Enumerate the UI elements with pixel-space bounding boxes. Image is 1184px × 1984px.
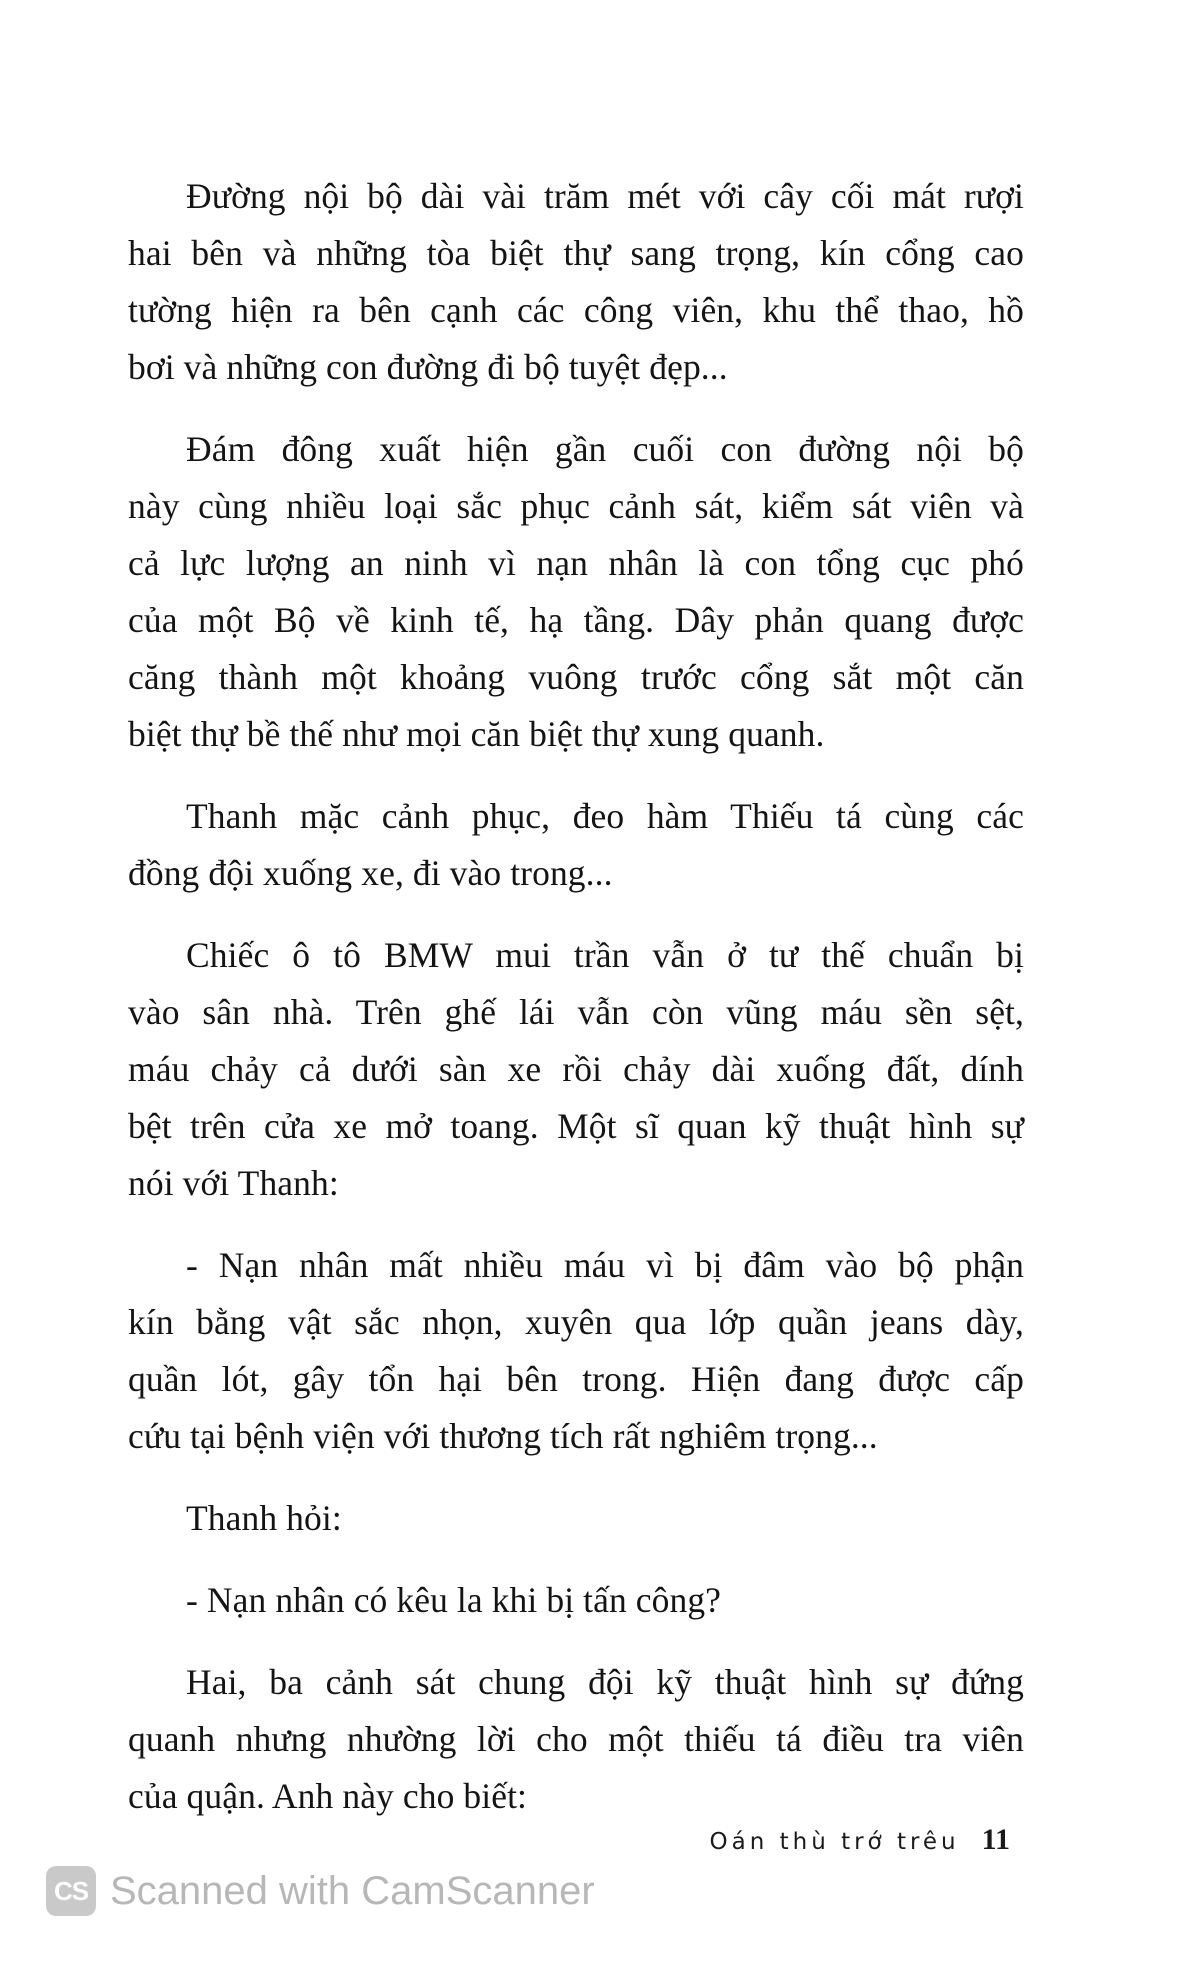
paragraph-6 <box>128 1490 1024 1547</box>
text-line: Thanh mặc cảnh phục, đeo hàm Thiếu tá cùng các <box>186 796 1024 836</box>
text-line: của một Bộ về kinh tế, hạ tầng. Dây phản quang được <box>128 600 1024 640</box>
watermark-text: Scanned with CamScanner <box>110 1868 595 1913</box>
text-line: hai bên và những tòa biệt thự sang trọng, kín cổng cao <box>128 233 1024 273</box>
text-line: máu chảy cả dưới sàn xe rồi chảy dài xuống đất, dính <box>128 1049 1024 1089</box>
camscanner-logo-icon: CS <box>46 1866 96 1916</box>
paragraph-5 <box>128 1237 1024 1465</box>
camscanner-watermark <box>46 1866 595 1916</box>
text-line: vào sân nhà. Trên ghế lái vẫn còn vũng máu sền sệt, <box>128 992 1024 1032</box>
text-line: kín bằng vật sắc nhọn, xuyên qua lớp quần jeans dày, <box>128 1302 1024 1342</box>
text-line: Chiếc ô tô BMW mui trần vẫn ở tư thế chuẩn bị <box>186 935 1024 975</box>
paragraph-2 <box>128 421 1024 763</box>
text-line: căng thành một khoảng vuông trước cổng sắt một căn <box>128 657 1024 697</box>
page-footer <box>710 1823 1010 1857</box>
text-line: - Nạn nhân có kêu la khi bị tấn công? <box>186 1580 722 1620</box>
text-line: này cùng nhiều loại sắc phục cảnh sát, kiểm sát viên và <box>128 486 1024 526</box>
running-title: Oán thù trớ trêu <box>709 1829 960 1855</box>
paragraph-7 <box>128 1572 1024 1629</box>
paragraph-3 <box>128 788 1024 902</box>
text-line: Thanh hỏi: <box>186 1498 342 1538</box>
text-line: tường hiện ra bên cạnh các công viên, khu thể thao, hồ <box>128 290 1024 330</box>
text-line: bơi và những con đường đi bộ tuyệt đẹp... <box>128 347 728 387</box>
paragraph-1 <box>128 168 1024 396</box>
paragraph-4 <box>128 927 1024 1212</box>
text-line: cả lực lượng an ninh vì nạn nhân là con tổng cục phó <box>128 543 1024 583</box>
text-line: nói với Thanh: <box>128 1163 339 1203</box>
paragraph-8 <box>128 1654 1024 1825</box>
text-line: cứu tại bệnh viện với thương tích rất nghiêm trọng... <box>128 1416 878 1456</box>
page-number: 11 <box>981 1823 1010 1856</box>
text-line: quanh nhưng nhường lời cho một thiếu tá điều tra viên <box>128 1719 1024 1759</box>
text-line: bệt trên cửa xe mở toang. Một sĩ quan kỹ thuật hình sự <box>128 1106 1024 1146</box>
text-line: của quận. Anh này cho biết: <box>128 1776 528 1816</box>
text-line: - Nạn nhân mất nhiều máu vì bị đâm vào bộ phận <box>186 1245 1024 1285</box>
text-line: Hai, ba cảnh sát chung đội kỹ thuật hình sự đứng <box>186 1662 1024 1702</box>
text-line: Đám đông xuất hiện gần cuối con đường nội bộ <box>186 429 1024 469</box>
body-text <box>128 168 1024 1850</box>
text-line: đồng đội xuống xe, đi vào trong... <box>128 853 613 893</box>
text-line: biệt thự bề thế như mọi căn biệt thự xung quanh. <box>128 714 825 754</box>
text-line: Đường nội bộ dài vài trăm mét với cây cối mát rượi <box>186 176 1024 216</box>
text-line: quần lót, gây tổn hại bên trong. Hiện đang được cấp <box>128 1359 1024 1399</box>
